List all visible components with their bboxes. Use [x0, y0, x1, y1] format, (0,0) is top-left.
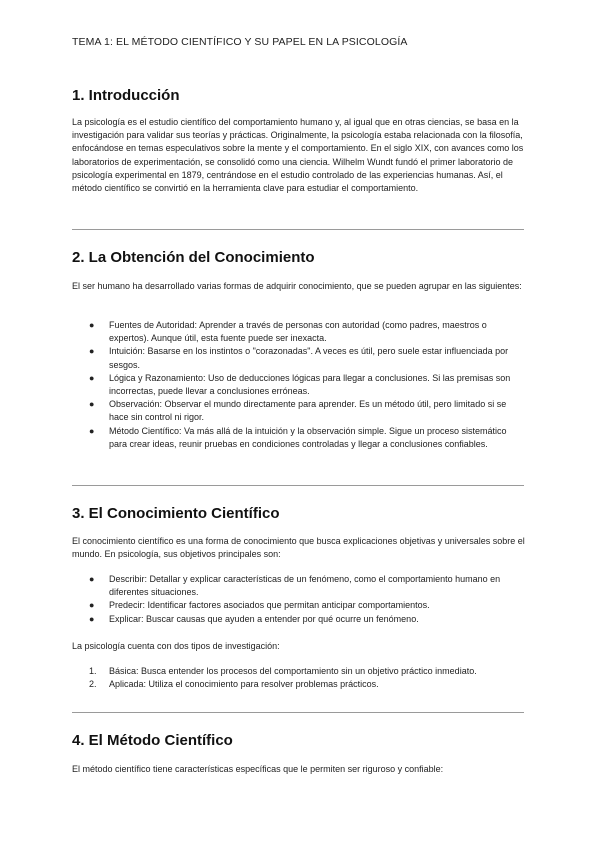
list-item-text: Intuición: Basarse en los instintos o "corazonadas". A veces es útil, pero suele estar influenciada por sesgos. [109, 346, 509, 370]
document-title: TEMA 1: EL MÉTODO CIENTÍFICO Y SU PAPEL EN LA PSICOLOGÍA [72, 36, 408, 48]
list-item [72, 613, 524, 626]
research-types-list [72, 665, 524, 691]
list-item [72, 425, 524, 451]
list-item-text: Fuentes de Autoridad: Aprender a través de personas con autoridad (como padres, maestros o expertos). Aunque útil, esta fuente puede ser inexacta. [109, 320, 487, 344]
bullet-icon: ● [89, 425, 95, 436]
section-4-paragraph: El método científico tiene características específicas que le permiten ser riguroso y confiable: [72, 764, 444, 774]
section-divider-3 [72, 712, 524, 713]
bullet-icon: ● [89, 613, 95, 624]
list-item-text: Describir: Detallar y explicar características de un fenómeno, como el comportamiento humano en diferentes situaciones. [109, 574, 501, 598]
bullet-icon: ● [89, 600, 95, 611]
list-item [72, 678, 524, 691]
section-divider-1 [72, 229, 524, 230]
scientific-objectives-list [72, 573, 524, 626]
list-item-text: Aplicada: Utiliza el conocimiento para resolver problemas prácticos. [109, 679, 379, 690]
list-number: 2. [89, 679, 97, 690]
section-3-paragraph: El conocimiento científico es una forma de conocimiento que busca explicaciones objetivas y universales sobre el mundo. En psicología, sus objetivos principales son: [72, 536, 525, 560]
bullet-icon: ● [89, 320, 95, 330]
list-item [72, 665, 524, 678]
list-item-text: Predecir: Identificar factores asociados que permitan anticipar comportamientos. [109, 600, 430, 611]
list-item-text: Básica: Busca entender los procesos del comportamiento sin un objetivo práctico inmediato. [109, 666, 477, 676]
bullet-icon: ● [89, 372, 95, 383]
list-item [72, 345, 524, 371]
bullet-icon: ● [89, 346, 95, 357]
list-item-text: Método Científico: Va más allá de la intuición y la observación simple. Sigue un proceso sistemático para crear ideas, reunir pruebas en condiciones controladas y llegar a conclusiones confiables. [109, 425, 507, 449]
list-item [72, 398, 524, 424]
section-1-heading: 1. Introducción [72, 87, 180, 104]
list-item-text: Observación: Observar el mundo directamente para aprender. Es un método útil, pero limitado si se hace sin control ni rigor. [109, 399, 507, 423]
section-1-paragraph: La psicología es el estudio científico del comportamiento humano y, al igual que en otras ciencias, se basa en la investigación para validar sus teorías y prácticas. Originalmente, la psicología estaba relacionada con la filosofía, enfocándose en temas especulativos sobre la mente y el comportamiento. En el siglo XIX, con avances como los laboratorios de experimentación, se consolidó como una ciencia. Wilhelm Wundt fundó el primer laboratorio de psicología experimental en 1879, centrándose en el estudio controlado de las experiencias humanas. Así, el método científico se convirtió en la herramienta clave para estudiar el comportamiento. [72, 117, 524, 194]
section-2-paragraph: El ser humano ha desarrollado varias formas de adquirir conocimiento, que se pueden agrupar en las siguientes: [72, 281, 522, 291]
section-4-heading: 4. El Método Científico [72, 732, 233, 749]
section-2-heading: 2. La Obtención del Conocimiento [72, 249, 315, 266]
list-item [72, 599, 524, 612]
list-item [72, 372, 524, 398]
list-item-text: Explicar: Buscar causas que ayuden a entender por qué ocurre un fenómeno. [109, 613, 419, 624]
bullet-icon: ● [89, 399, 95, 410]
list-item [72, 319, 524, 345]
research-types-intro: La psicología cuenta con dos tipos de investigación: [72, 641, 280, 651]
knowledge-sources-list [72, 319, 524, 451]
list-number: 1. [89, 666, 97, 676]
list-item [72, 573, 524, 599]
list-item-text: Lógica y Razonamiento: Uso de deducciones lógicas para llegar a conclusiones. Si las premisas son incorrectas, puede llevar a conclusiones erróneas. [109, 372, 511, 397]
bullet-icon: ● [89, 574, 95, 584]
section-divider-2 [72, 485, 524, 486]
section-3-heading: 3. El Conocimiento Científico [72, 505, 280, 522]
